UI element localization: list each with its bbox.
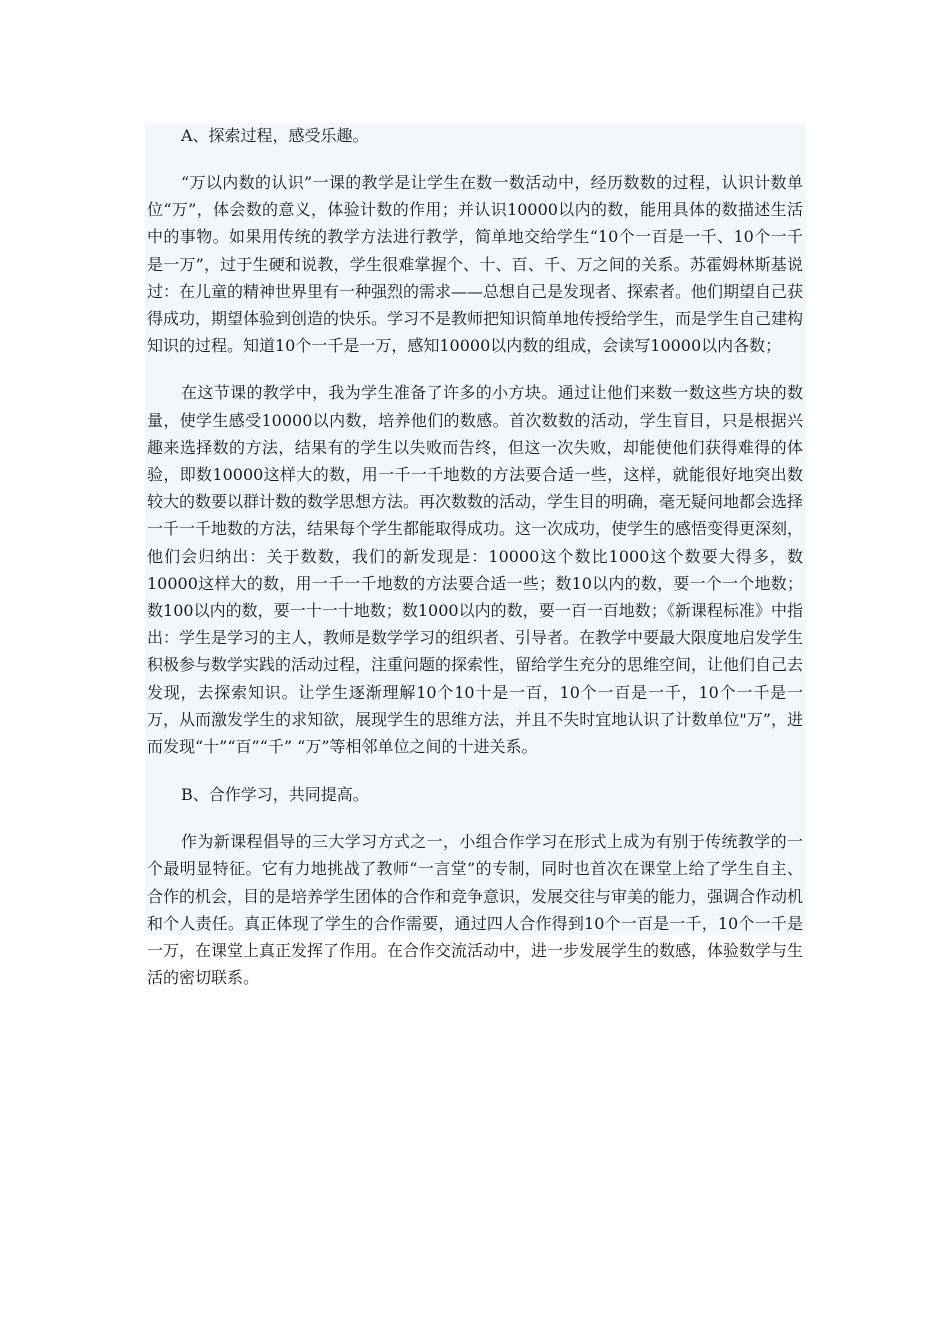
article-text-block bbox=[145, 123, 806, 988]
section-a-paragraph-1: “万以内数的认识”一课的教学是让学生在数一数活动中，经历数数的过程，认识计数单位“万”，体会数的意义，体验计数的作用；并认识10000以内的数，能用具体的数描述生活中的事物。如果用传统的教学方法进行教学，简单地交给学生“10个一百是一千、10个一千是一万”，过于生硬和说教，学生很难掌握个、十、百、千、万之间的关系。苏霍姆林斯基说过：在儿童的精神世界里有一种强烈的需求——总想自己是发现者、探索者。他们期望自己获得成功，期望体验到创造的快乐。学习不是教师把知识简单地传授给学生，而是学生自己建构知识的过程。知道10个一千是一万，感知10000以内数的组成，会读写10000以内各数； bbox=[147, 173, 804, 356]
section-b-paragraph-1: 作为新课程倡导的三大学习方式之一，小组合作学习在形式上成为有别于传统教学的一个最明显特征。它有力地挑战了教师“一言堂”的专制，同时也首次在课堂上给了学生自主、合作的机会，目的是培养学生团体的合作和竞争意识，发展交往与审美的能力，强调合作动机和个人责任。真正体现了学生的合作需要，通过四人合作得到10个一百是一千，10个一千是一万，在课堂上真正发挥了作用。在合作交流活动中，进一步发展学生的数感，体验数学与生活的密切联系。 bbox=[147, 832, 804, 988]
section-a-paragraph-2: 在这节课的教学中，我为学生准备了许多的小方块。通过让他们来数一数这些方块的数量，使学生感受10000以内数，培养他们的数感。首次数数的活动，学生盲目，只是根据兴趣来选择数的方法，结果有的学生以失败而告终，但这一次失败，却能使他们获得难得的体验，即数10000这样大的数，用一千一千地数的方法要合适一些，这样，就能很好地突出数较大的数要以群计数的数学思想方法。再次数数的活动，学生目的明确，毫无疑问地都会选择一千一千地数的方法，结果每个学生都能取得成功。这一次成功，使学生的感悟变得更深刻，他们会归纳出：关于数数，我们的新发现是：10000这个数比1000这个数要大得多，数10000这样大的数，用一千一千地数的方法要合适一些；数10以内的数，要一个一个地数；数100以内的数，要一十一十地数；数1000以内的数，要一百一百地数；《新课程标准》中指出：学生是学习的主人，教师是数学学习的组织者、引导者。在教学中要最大限度地启发学生积极参与数学实践的活动过程，注重问题的探索性，留给学生充分的思维空间，让他们自己去发现，去探索知识。让学生逐渐理解10个10十是一百，10个一百是一千，10个一千是一万，从而激发学生的求知欲，展现学生的思维方法，并且不失时宜地认识了计数单位"万”，进而发现“十”“百”“千” “万”等相邻单位之间的十进关系。 bbox=[147, 383, 804, 757]
section-a-heading: A、探索过程，感受乐趣。 bbox=[181, 126, 369, 145]
section-b-heading: B、合作学习，共同提高。 bbox=[181, 785, 369, 805]
